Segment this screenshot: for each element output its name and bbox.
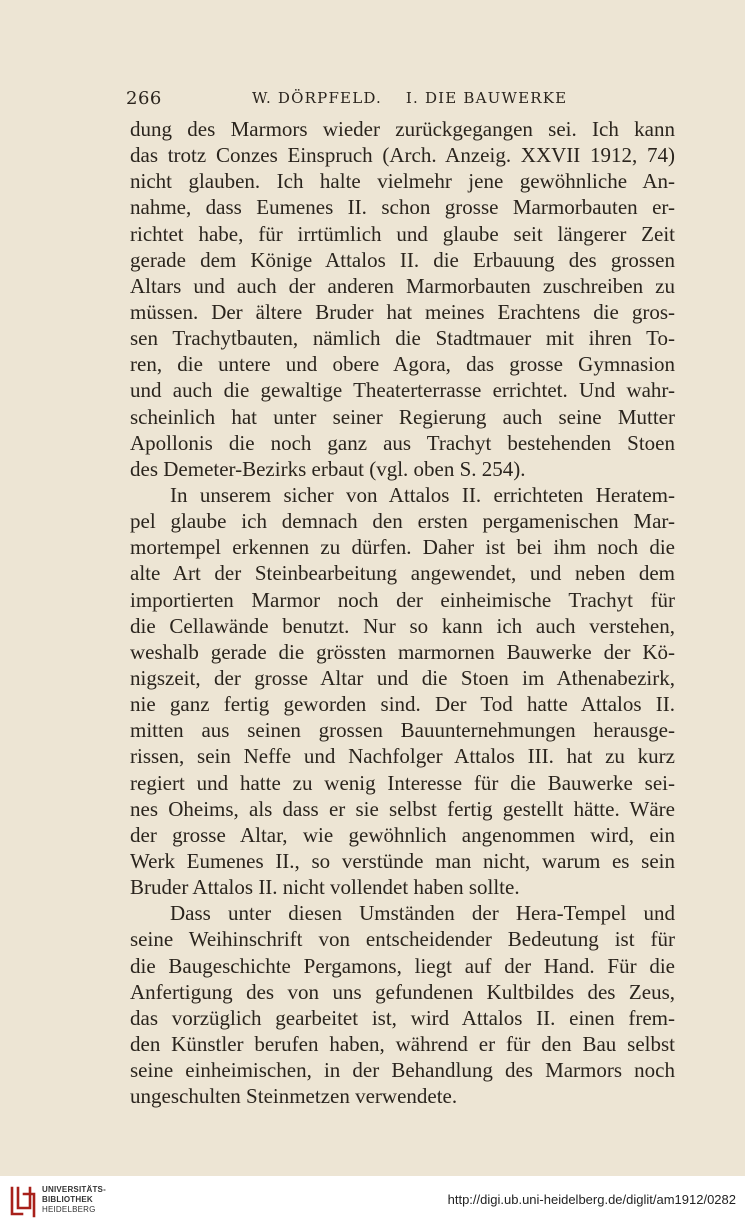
text-line: nahme, dass Eumenes II. schon grosse Marmorbauten er- [130,195,675,220]
page-header [126,88,628,114]
paragraph-end-line: ungeschulten Steinmetzen verwendete. [130,1084,458,1109]
text-line: Apollonis die noch ganz aus Trachyt bestehenden Stoen [130,430,675,455]
library-name: UNIVERSITÄTS- BIBLIOTHEK HEIDELBERG [42,1185,106,1214]
text-line: dung des Marmors wieder zurückgegangen sei. Ich kann [130,117,675,141]
body-text [130,116,675,1109]
text-line: nes Oheims, als dass er sie selbst fertig gestellt hätte. Wäre [130,796,675,821]
text-line: Werk Eumenes II., so verstünde man nicht, warum es sein [130,848,675,873]
text-line: mitten aus seinen grossen Bauunternehmungen herausge- [130,718,675,743]
text-line: seine Weihinschrift von entscheidender Bedeutung ist für [130,927,675,952]
text-line: pel glaube ich demnach den ersten pergamenischen Mar- [130,509,675,534]
text-line: importierten Marmor noch der einheimische Trachyt für [130,587,675,612]
page-number: 266 [126,88,162,109]
text-line: weshalb gerade die grössten marmornen Bauwerke der Kö- [130,639,675,664]
text-line: scheinlich hat unter seiner Regierung auch seine Mutter [130,404,675,429]
paragraph-start-line: Dass unter diesen Umständen der Hera-Tempel und [170,901,675,926]
text-line: den Künstler berufen haben, während er für den Bau selbst [130,1031,675,1056]
text-line: das trotz Conzes Einspruch (Arch. Anzeig. XXVII 1912, 74) [130,143,675,168]
paragraph-end-line: des Demeter-Bezirks erbaut (vgl. oben S. 254). [130,456,526,481]
text-line: rissen, sein Neffe und Nachfolger Attalos III. hat zu kurz [130,744,675,769]
paragraph-end-line: Bruder Attalos II. nicht vollendet haben sollte. [130,875,520,900]
source-url-link[interactable]: http://digi.ub.uni-heidelberg.de/diglit/am1912/0282 [447,1192,736,1207]
text-line: sen Trachytbauten, nämlich die Stadtmauer mit ihren To- [130,326,675,351]
text-line: die Baugeschichte Pergamons, liegt auf der Hand. Für die [130,953,675,978]
text-line: der grosse Altar, wie gewöhnlich angenommen wird, ein [130,822,675,847]
text-line: nie ganz fertig geworden sind. Der Tod hatte Attalos II. [130,692,675,717]
text-line: nigszeit, der grosse Altar und die Stoen im Athenabezirk, [130,665,675,690]
text-line: alte Art der Steinbearbeitung angewendet, und neben dem [130,561,675,586]
text-line: müssen. Der ältere Bruder hat meines Erachtens die gros- [130,299,675,324]
text-line: die Cellawände benutzt. Nur so kann ich auch verstehen, [130,613,675,638]
text-line: Altars und auch der anderen Marmorbauten zuschreiben zu [130,273,675,298]
text-line: nicht glauben. Ich halte vielmehr jene gewöhnliche An- [130,169,675,194]
text-line: ren, die untere und obere Agora, das grosse Gymnasion [130,352,675,377]
text-line: gerade dem Könige Attalos II. die Erbauung des grossen [130,247,675,272]
text-line: Anfertigung des von uns gefundenen Kultbildes des Zeus, [130,979,675,1004]
text-line: regiert und hatte zu wenig Interesse für die Bauwerke sei- [130,770,675,795]
text-line: seine einheimischen, in der Behandlung des Marmors noch [130,1058,675,1083]
text-line: mortempel erkennen zu dürfen. Daher ist bei ihm noch die [130,535,675,560]
text-line: richtet habe, für irrtümlich und glaube seit längerer Zeit [130,221,675,246]
digitization-footer [0,1176,745,1226]
library-logo-icon [8,1182,38,1220]
text-line: das vorzüglich gearbeitet ist, wird Attalos II. einen frem- [130,1005,675,1030]
running-head: W. DÖRPFELD. I. DIE BAUWERKE [252,89,568,107]
paragraph-start-line: In unserem sicher von Attalos II. errichteten Heratem- [170,482,675,507]
text-line: und auch die gewaltige Theaterterrasse errichtet. Und wahr- [130,378,675,403]
